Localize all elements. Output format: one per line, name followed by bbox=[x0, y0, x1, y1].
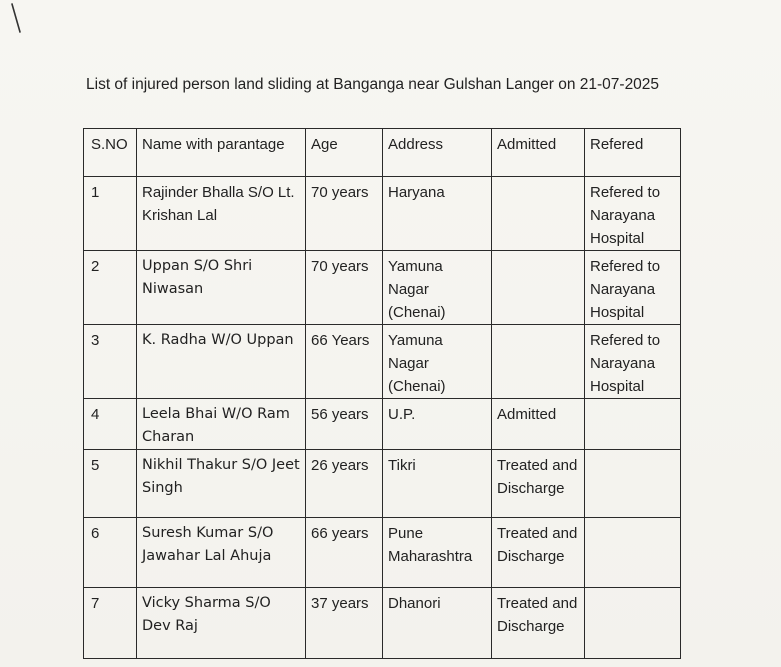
cell-name: Rajinder Bhalla S/O Lt. Krishan Lal bbox=[137, 177, 306, 251]
cell-age: 70 years bbox=[306, 251, 383, 325]
cell-address: Tikri bbox=[383, 450, 492, 518]
document-heading: List of injured person land sliding at Banganga near Gulshan Langer on 21-07-2025 bbox=[86, 76, 660, 93]
cell-refered: Refered to Narayana Hospital bbox=[585, 177, 681, 251]
table-header-row bbox=[84, 129, 681, 177]
cell-refered bbox=[585, 518, 681, 588]
cell-sno: 6 bbox=[84, 518, 137, 588]
cell-address: Yamuna Nagar (Chenai) bbox=[383, 325, 492, 399]
cell-name: Leela Bhai W/O Ram Charan bbox=[137, 399, 306, 450]
pen-stroke-mark bbox=[8, 2, 38, 34]
cell-address: Haryana bbox=[383, 177, 492, 251]
cell-admitted: Treated and Discharge bbox=[492, 450, 585, 518]
cell-sno: 3 bbox=[84, 325, 137, 399]
cell-address: Dhanori bbox=[383, 588, 492, 659]
cell-sno: 5 bbox=[84, 450, 137, 518]
header-address: Address bbox=[383, 129, 492, 177]
table-row bbox=[84, 588, 681, 659]
cell-address: U.P. bbox=[383, 399, 492, 450]
cell-admitted bbox=[492, 251, 585, 325]
cell-refered bbox=[585, 399, 681, 450]
cell-age: 37 years bbox=[306, 588, 383, 659]
table-row bbox=[84, 251, 681, 325]
cell-admitted bbox=[492, 325, 585, 399]
header-age: Age bbox=[306, 129, 383, 177]
cell-admitted: Treated and Discharge bbox=[492, 518, 585, 588]
table-row bbox=[84, 399, 681, 450]
cell-age: 66 years bbox=[306, 518, 383, 588]
table-row bbox=[84, 450, 681, 518]
cell-sno: 4 bbox=[84, 399, 137, 450]
cell-name: Vicky Sharma S/O Dev Raj bbox=[137, 588, 306, 659]
cell-age: 56 years bbox=[306, 399, 383, 450]
header-refered: Refered bbox=[585, 129, 681, 177]
table-row bbox=[84, 325, 681, 399]
cell-age: 66 Years bbox=[306, 325, 383, 399]
cell-sno: 2 bbox=[84, 251, 137, 325]
cell-admitted: Admitted bbox=[492, 399, 585, 450]
header-sno: S.NO bbox=[84, 129, 137, 177]
cell-age: 70 years bbox=[306, 177, 383, 251]
cell-sno: 1 bbox=[84, 177, 137, 251]
cell-name: Suresh Kumar S/O Jawahar Lal Ahuja bbox=[137, 518, 306, 588]
cell-sno: 7 bbox=[84, 588, 137, 659]
injured-persons-table bbox=[83, 128, 681, 659]
cell-name: K. Radha W/O Uppan bbox=[137, 325, 306, 399]
table-row bbox=[84, 177, 681, 251]
cell-address: Yamuna Nagar (Chenai) bbox=[383, 251, 492, 325]
cell-refered bbox=[585, 450, 681, 518]
cell-age: 26 years bbox=[306, 450, 383, 518]
cell-refered: Refered to Narayana Hospital bbox=[585, 325, 681, 399]
cell-name: Uppan S/O Shri Niwasan bbox=[137, 251, 306, 325]
table-row bbox=[84, 518, 681, 588]
cell-refered: Refered to Narayana Hospital bbox=[585, 251, 681, 325]
cell-name: Nikhil Thakur S/O Jeet Singh bbox=[137, 450, 306, 518]
header-admitted: Admitted bbox=[492, 129, 585, 177]
cell-admitted bbox=[492, 177, 585, 251]
cell-address: Pune Maharashtra bbox=[383, 518, 492, 588]
cell-admitted: Treated and Discharge bbox=[492, 588, 585, 659]
header-name: Name with parantage bbox=[137, 129, 306, 177]
cell-refered bbox=[585, 588, 681, 659]
